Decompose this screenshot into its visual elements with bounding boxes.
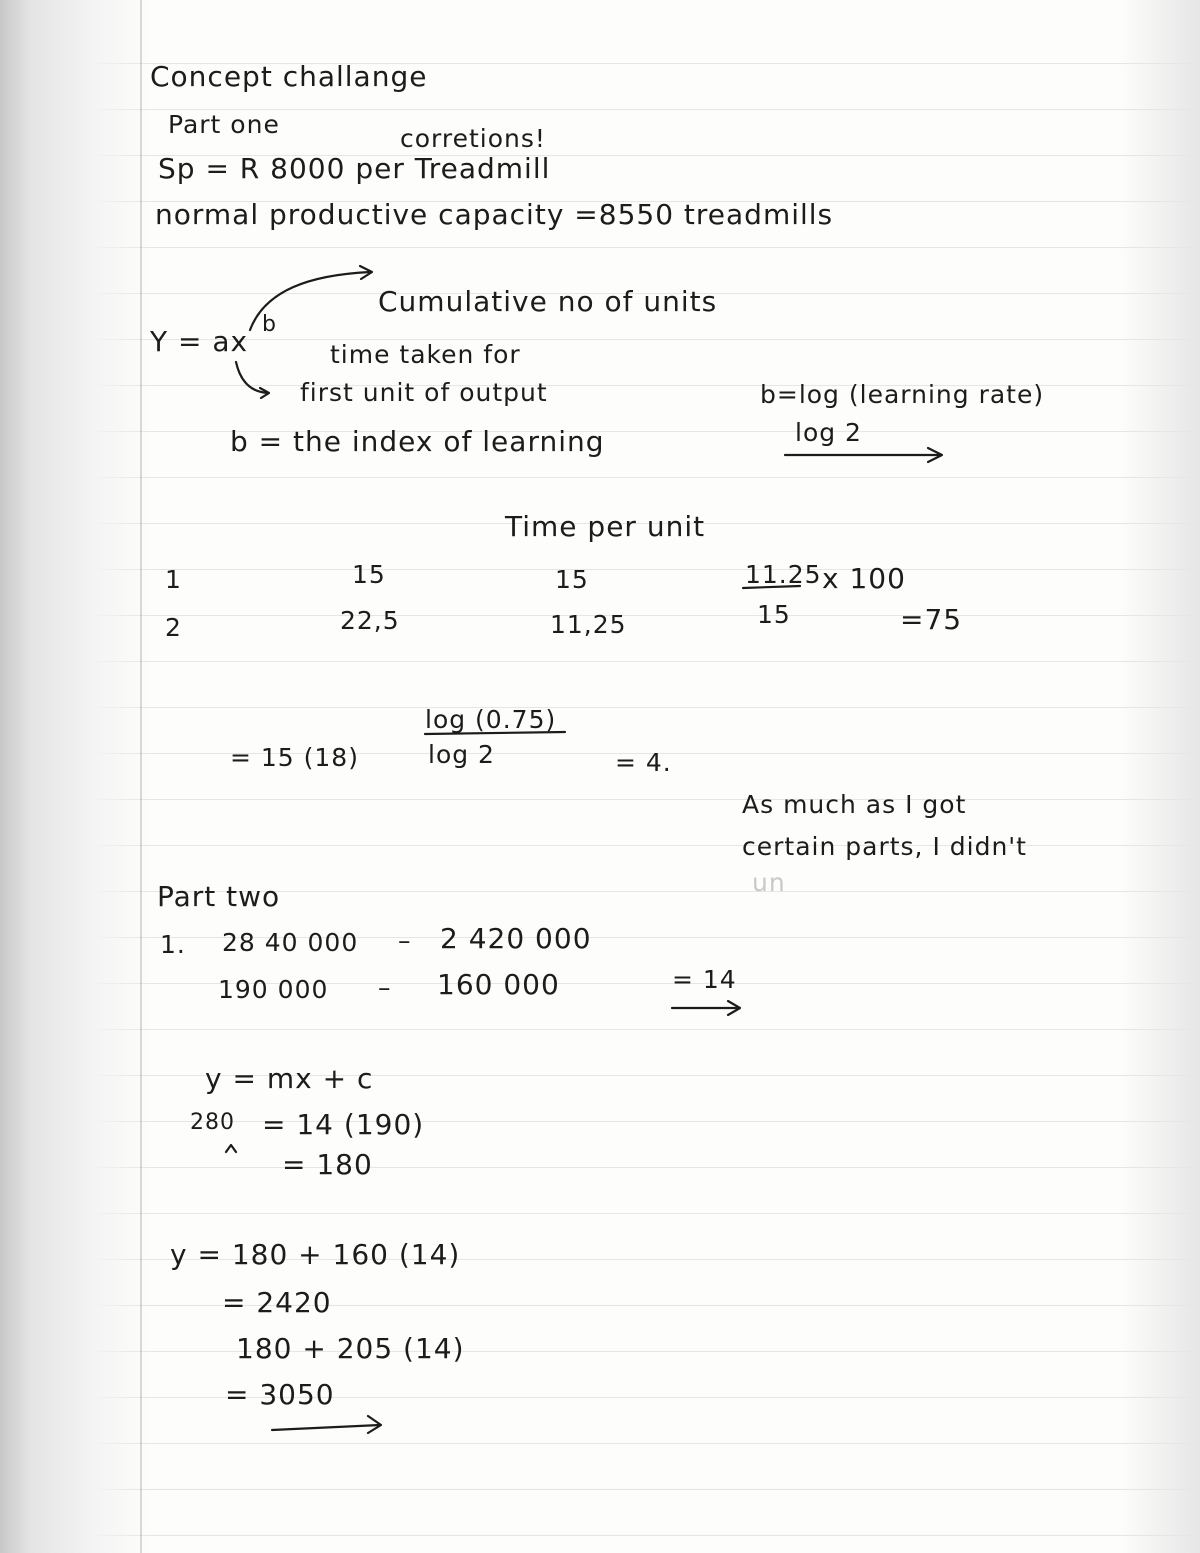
difference-dash: – bbox=[398, 926, 412, 955]
curved-arrow bbox=[250, 272, 370, 330]
b-formula-bottom: log 2 bbox=[795, 418, 862, 447]
calc-lhs: = 15 (18) bbox=[230, 743, 359, 772]
equation-line: = 2420 bbox=[222, 1286, 332, 1319]
rate-numerator: 11.25 bbox=[745, 560, 822, 589]
equation-line: y = mx + c bbox=[205, 1062, 374, 1095]
equation-line: 180 + 205 (14) bbox=[236, 1332, 465, 1365]
log-denominator: log 2 bbox=[428, 740, 495, 769]
equation-exponent: b bbox=[262, 312, 277, 337]
table-row: 1 bbox=[165, 565, 182, 594]
note-line: certain parts, I didn't bbox=[742, 832, 1027, 861]
log-numerator: log (0.75) bbox=[425, 705, 557, 734]
table-row: 2 bbox=[165, 613, 182, 642]
corrections-note: corretions! bbox=[400, 124, 546, 153]
equation-line: = 3050 bbox=[225, 1378, 335, 1411]
cumulative-label: Cumulative no of units bbox=[378, 285, 718, 318]
b-definition: b = the index of learning bbox=[230, 425, 605, 458]
rate-result: =75 bbox=[900, 603, 963, 636]
table-cell: 15 bbox=[555, 565, 589, 594]
equation-line: = 14 (190) bbox=[262, 1108, 425, 1141]
note-line: un bbox=[752, 868, 786, 897]
learning-curve-equation: Y = ax bbox=[150, 325, 249, 358]
note-line: As much as I got bbox=[742, 790, 967, 819]
b-formula-top: b=log (learning rate) bbox=[760, 380, 1045, 409]
difference-value: 28 40 000 bbox=[222, 928, 359, 957]
time-taken-label: time taken for bbox=[330, 340, 521, 369]
capacity-line: normal productive capacity =8550 treadmills bbox=[155, 198, 834, 231]
equation-line: y = 180 + 160 (14) bbox=[170, 1238, 461, 1271]
table-header-time-per-unit: Time per unit bbox=[505, 510, 706, 543]
curved-arrow bbox=[236, 362, 268, 393]
slope-result: = 14 bbox=[672, 965, 737, 994]
selling-price-line: Sp = R 8000 per Treadmill bbox=[158, 152, 551, 185]
rate-times: x 100 bbox=[822, 562, 906, 595]
underline-arrow bbox=[272, 1425, 380, 1430]
difference-value: 190 000 bbox=[218, 975, 329, 1004]
first-unit-label: first unit of output bbox=[300, 378, 548, 407]
caret-mark bbox=[226, 1145, 236, 1152]
fraction-bar bbox=[425, 732, 565, 734]
table-cell: 22,5 bbox=[340, 606, 400, 635]
difference-value: 160 000 bbox=[437, 968, 560, 1001]
calc-result: = 4. bbox=[615, 748, 672, 777]
difference-value: 2 420 000 bbox=[440, 922, 592, 955]
rate-denominator: 15 bbox=[757, 600, 791, 629]
page-title: Concept challange bbox=[150, 60, 428, 93]
equation-line: = 180 bbox=[282, 1148, 373, 1181]
part-two-number: 1. bbox=[160, 930, 186, 959]
part-two-title: Part two bbox=[157, 880, 281, 913]
table-cell: 11,25 bbox=[550, 610, 627, 639]
table-cell: 15 bbox=[352, 560, 386, 589]
fraction-bar bbox=[743, 586, 800, 588]
equation-line: 280 bbox=[190, 1110, 235, 1135]
part-one-label: Part one bbox=[168, 110, 280, 139]
difference-dash: – bbox=[378, 973, 392, 1002]
